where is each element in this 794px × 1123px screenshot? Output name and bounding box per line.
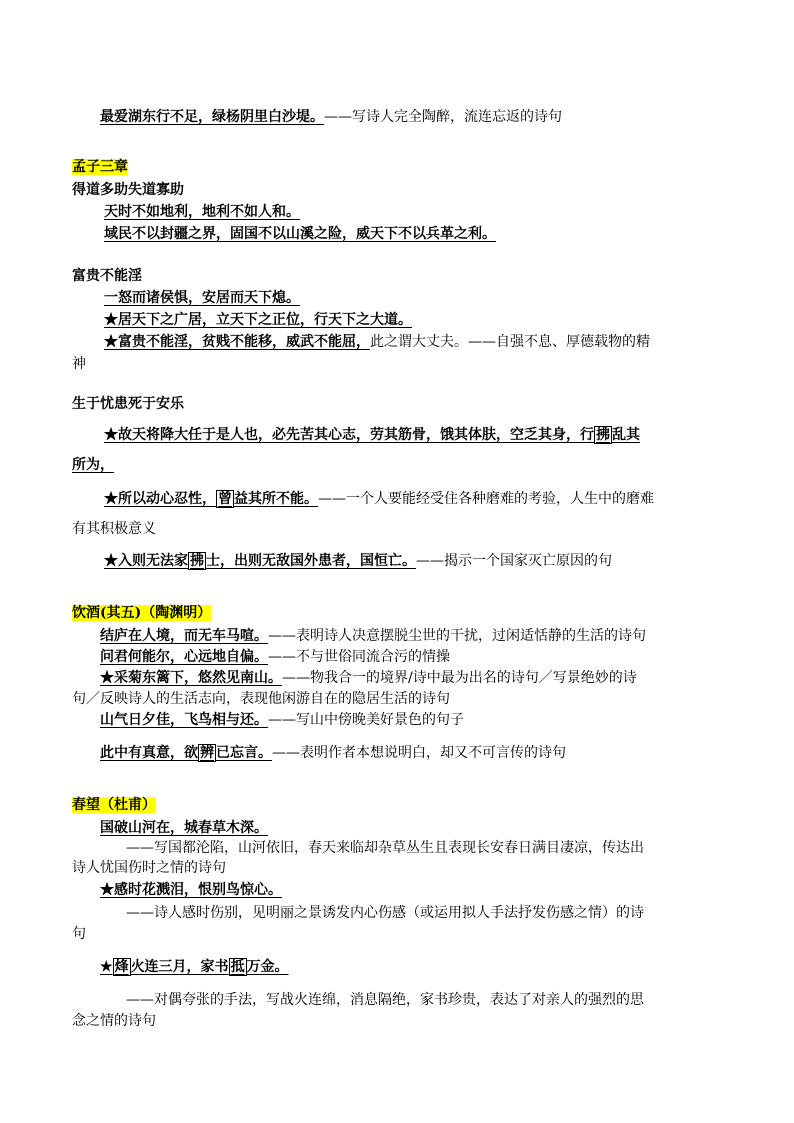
line-13: 此中有真意，欲 辨 已忘言。——表明作者本想说明白，却又不可言传的诗句 bbox=[100, 745, 566, 761]
subtitle-3: 生于忧患死于安乐 bbox=[72, 396, 184, 412]
line-5-cont: 神 bbox=[72, 356, 86, 372]
line-2: 域民不以封疆之界，固国不以山溪之险，威天下不以兵革之利。 bbox=[104, 226, 496, 242]
comment: ——写诗人完全陶醉，流连忘返的诗句 bbox=[324, 109, 562, 125]
quote: 最爱湖东行不足，绿杨阴里白沙堤。 bbox=[100, 109, 324, 125]
line-6-cont: 所为， bbox=[72, 457, 114, 473]
line-6: ★故天将降大任于是人也，必先苦其心志，劳其筋骨，饿其体肤，空乏其身，行 拂 乱其 bbox=[104, 427, 640, 443]
subtitle-1: 得道多助失道寡助 bbox=[72, 182, 184, 198]
line-7-cont: 有其积极意义 bbox=[72, 521, 156, 537]
line-9: 结庐在人境，而无车马喧。——表明诗人决意摆脱尘世的干扰，过闲适恬静的生活的诗句 bbox=[100, 628, 646, 644]
line-12: 山气日夕佳，飞鸟相与还。——写山中傍晚美好景色的句子 bbox=[100, 712, 464, 728]
line-18: ★ 烽 火连三月，家书 抵 万金。 bbox=[100, 959, 289, 975]
line-11-cont: 句／反映诗人的生活志向，表现他闲游自在的隐居生活的诗句 bbox=[72, 691, 450, 707]
line-16: ★感时花溅泪，恨别鸟惊心。 bbox=[100, 882, 282, 898]
line-15: ——写国都沦陷，山河依旧，春天来临却杂草丛生且表现长安春日满目凄凉，传达出 bbox=[126, 840, 644, 856]
line-11: ★采菊东篱下，悠然见南山。——物我合一的境界/诗中最为出名的诗句／写景绝妙的诗 bbox=[100, 670, 637, 686]
line-17: ——诗人感时伤别，见明丽之景诱发内心伤感（或运用拟人手法抒发伤感之情）的诗 bbox=[126, 905, 644, 921]
line-19-cont: 念之情的诗句 bbox=[72, 1013, 156, 1029]
section-title-mencius: 孟子三章 bbox=[72, 159, 128, 175]
line-5: ★富贵不能淫，贫贱不能移，威武不能屈，此之谓大丈夫。——自强不息、厚德载物的精 bbox=[104, 334, 650, 350]
line-3: 一怒而诸侯惧，安居而天下熄。 bbox=[104, 290, 300, 306]
line-14: 国破山河在，城春草木深。 bbox=[100, 820, 268, 836]
line-8: ★入则无法家 拂 士，出则无敌国外患者，国恒亡。——揭示一个国家灭亡原因的句 bbox=[104, 553, 612, 569]
line-0 bbox=[100, 107, 562, 127]
section-title-drinking: 饮酒(其五)（陶渊明） bbox=[72, 605, 212, 621]
section-title-spring: 春望（杜甫） bbox=[72, 797, 156, 813]
line-15-cont: 诗人忧国伤时之情的诗句 bbox=[72, 860, 226, 876]
line-10: 问君何能尔，心远地自偏。——不与世俗同流合污的情操 bbox=[100, 649, 450, 665]
line-7: ★所以动心忍性， 曾 益其所不能。——一个人要能经受住各种磨难的考验，人生中的磨难 bbox=[104, 491, 654, 507]
line-1: 天时不如地利，地利不如人和。 bbox=[104, 204, 300, 220]
line-19: ——对偶夸张的手法，写战火连绵，消息隔绝，家书珍贵，表达了对亲人的强烈的思 bbox=[126, 992, 644, 1008]
line-17-cont: 句 bbox=[72, 926, 86, 942]
line-4: ★居天下之广居，立天下之正位，行天下之大道。 bbox=[104, 312, 412, 328]
subtitle-2: 富贵不能淫 bbox=[72, 268, 142, 284]
